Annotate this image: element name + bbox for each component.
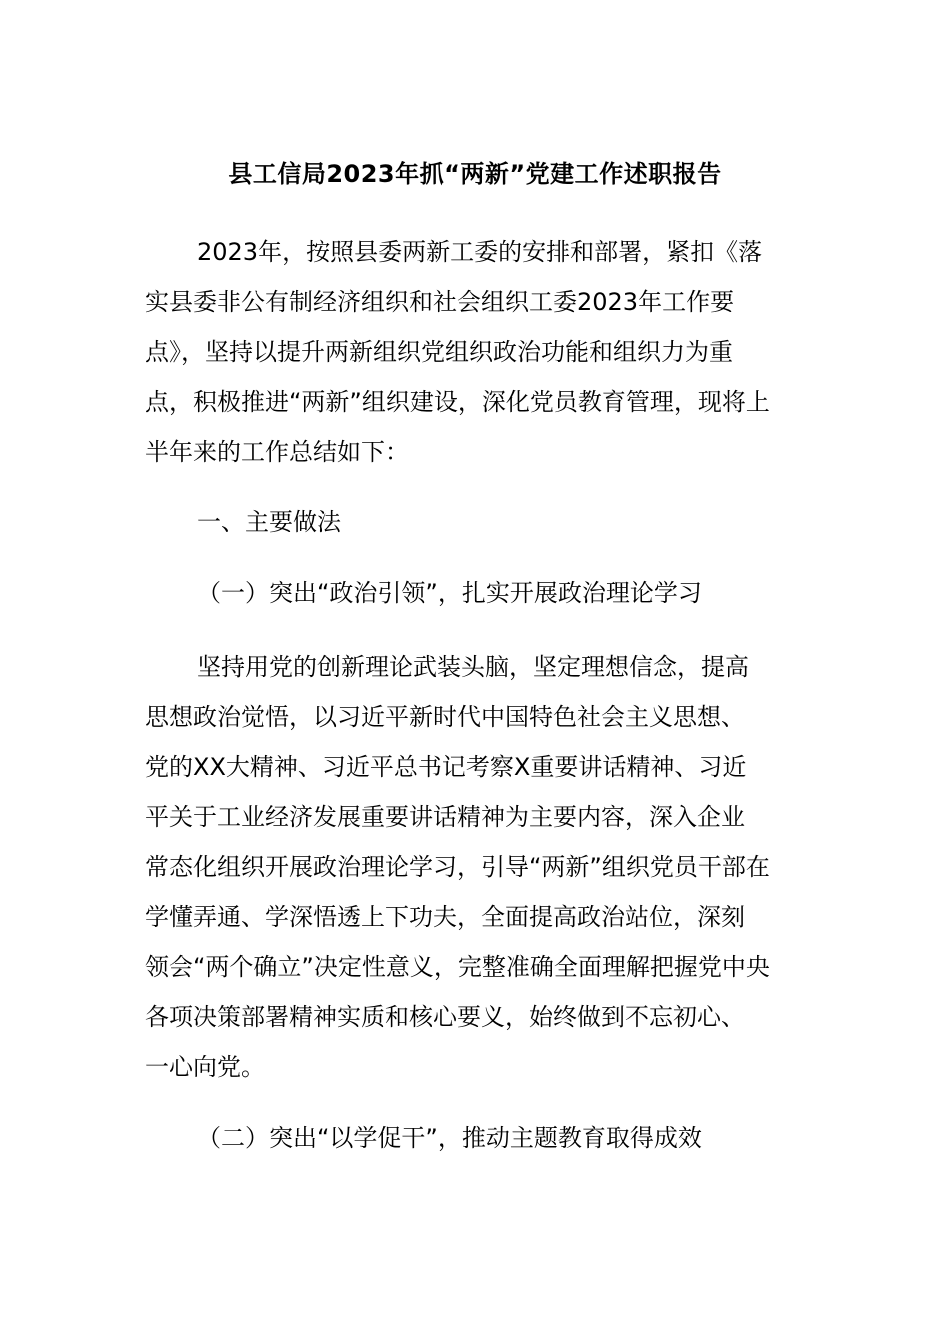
paragraph-line: 点，积极推进“两新”组织建设，深化党员教育管理，现将上	[145, 388, 770, 416]
subsection-heading: （二）突出“以学促干”，推动主题教育取得成效	[197, 1124, 702, 1152]
paragraph-line: 各项决策部署精神实质和核心要义，始终做到不忘初心、	[145, 1003, 745, 1031]
paragraph-line: 常态化组织开展政治理论学习，引导“两新”组织党员干部在	[145, 853, 770, 881]
subsection-1-paragraph	[145, 642, 810, 1092]
paragraph-line: 实县委非公有制经济组织和社会组织工委2023年工作要	[145, 288, 735, 316]
paragraph-line: 学懂弄通、学深悟透上下功夫，全面提高政治站位，深刻	[145, 903, 745, 931]
section-heading: 一、主要做法	[197, 508, 341, 536]
paragraph-line: 平关于工业经济发展重要讲话精神为主要内容，深入企业	[145, 803, 745, 831]
paragraph-line: 一心向党。	[145, 1053, 265, 1081]
document-title: 县工信局2023年抓“两新”党建工作述职报告	[228, 160, 722, 188]
paragraph-line: 思想政治觉悟，以习近平新时代中国特色社会主义思想、	[145, 703, 745, 731]
paragraph-line: 坚持用党的创新理论武装头脑，坚定理想信念，提高	[197, 653, 749, 681]
paragraph-line: 党的XX大精神、习近平总书记考察X重要讲话精神、习近	[145, 753, 747, 781]
paragraph-line: 点》，坚持以提升两新组织党组织政治功能和组织力为重	[145, 338, 733, 366]
paragraph-line: 半年来的工作总结如下：	[145, 438, 409, 466]
paragraph-line: 2023年，按照县委两新工委的安排和部署，紧扣《落	[197, 238, 763, 266]
subsection-heading: （一）突出“政治引领”，扎实开展政治理论学习	[197, 579, 702, 607]
intro-paragraph	[145, 227, 810, 477]
paragraph-line: 领会“两个确立”决定性意义，完整准确全面理解把握党中央	[145, 953, 770, 981]
